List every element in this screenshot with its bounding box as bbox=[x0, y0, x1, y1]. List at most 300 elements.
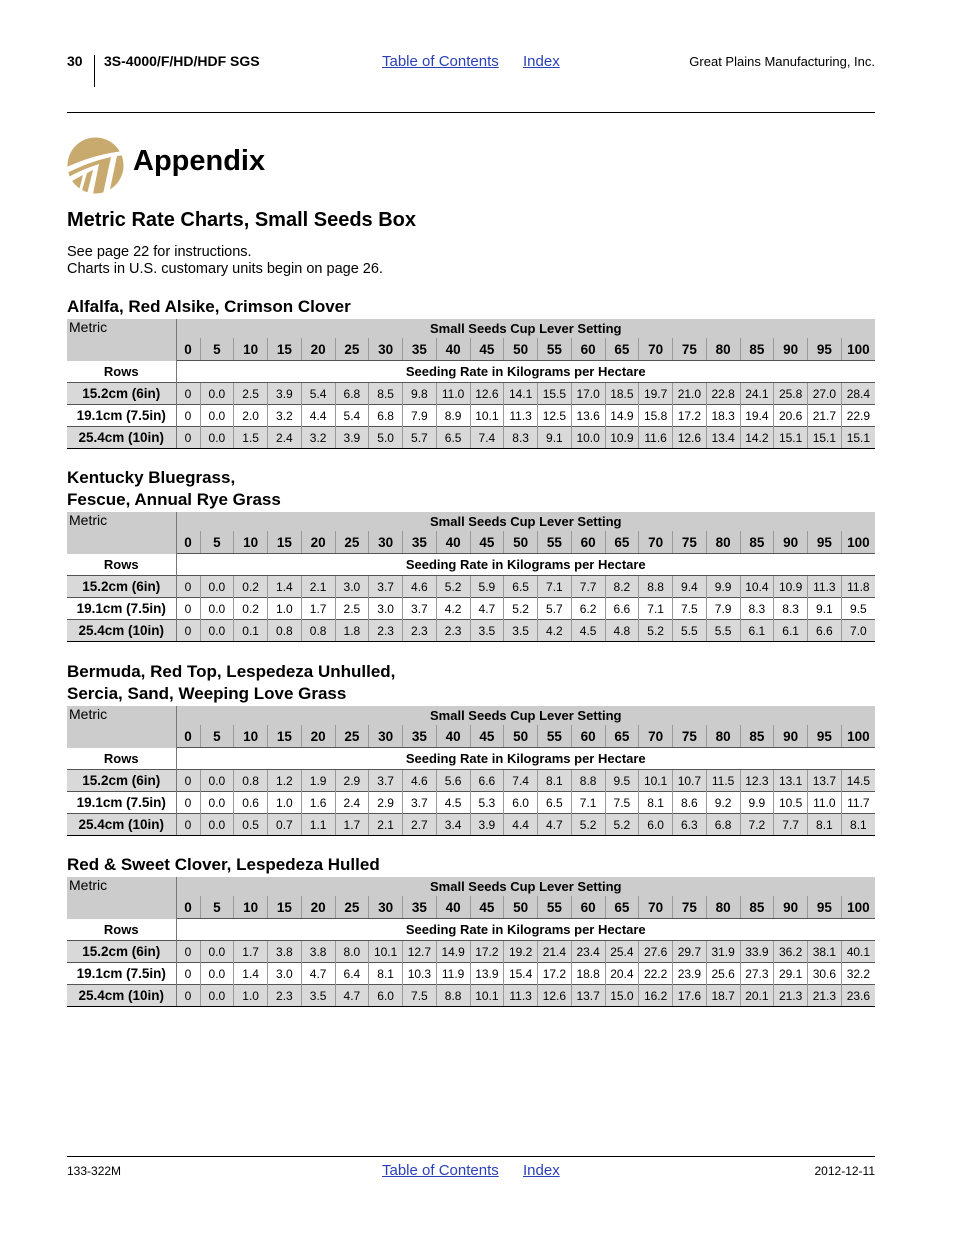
seeding-rate-table bbox=[67, 319, 875, 449]
lever-setting-cell: 10 bbox=[234, 896, 268, 919]
rate-value-cell: 7.5 bbox=[673, 598, 707, 620]
footer-rule bbox=[67, 1156, 875, 1157]
rate-value-cell: 4.5 bbox=[436, 792, 470, 814]
rate-value-cell: 3.2 bbox=[301, 427, 335, 449]
seeding-rate-table bbox=[67, 512, 875, 642]
rate-value-cell: 13.9 bbox=[470, 963, 504, 985]
section-title: Metric Rate Charts, Small Seeds Box bbox=[67, 209, 417, 231]
lever-setting-cell: 90 bbox=[774, 531, 808, 554]
rate-value-cell: 4.7 bbox=[335, 985, 369, 1007]
rate-value-cell: 14.2 bbox=[740, 427, 774, 449]
rate-value-cell: 15.8 bbox=[639, 405, 673, 427]
rate-value-cell: 18.5 bbox=[605, 383, 639, 405]
rate-value-cell: 0.2 bbox=[234, 576, 268, 598]
rate-value-cell: 17.6 bbox=[673, 985, 707, 1007]
cup-setting-header: Small Seeds Cup Lever Setting bbox=[176, 512, 875, 531]
lever-setting-cell: 75 bbox=[673, 725, 707, 748]
rate-value-cell: 4.4 bbox=[504, 814, 538, 836]
lever-setting-cell: 65 bbox=[605, 531, 639, 554]
rate-value-cell: 10.1 bbox=[369, 941, 403, 963]
lever-setting-cell: 85 bbox=[740, 531, 774, 554]
table-row bbox=[67, 814, 875, 836]
rate-value-cell: 0 bbox=[176, 383, 200, 405]
rate-value-cell: 0 bbox=[176, 985, 200, 1007]
rate-value-cell: 11.3 bbox=[504, 985, 538, 1007]
rate-value-cell: 29.1 bbox=[774, 963, 808, 985]
lever-setting-cell: 85 bbox=[740, 725, 774, 748]
rate-value-cell: 4.6 bbox=[403, 770, 437, 792]
rate-value-cell: 0.0 bbox=[200, 963, 234, 985]
lever-setting-cell: 60 bbox=[571, 338, 605, 361]
lever-setting-cell: 30 bbox=[369, 338, 403, 361]
lever-setting-cell: 10 bbox=[234, 725, 268, 748]
row-spacing-label: 25.4cm (10in) bbox=[67, 985, 176, 1007]
rate-value-cell: 18.8 bbox=[571, 963, 605, 985]
rate-value-cell: 0.0 bbox=[200, 792, 234, 814]
rate-value-cell: 9.8 bbox=[403, 383, 437, 405]
row-spacing-label: 19.1cm (7.5in) bbox=[67, 792, 176, 814]
lever-setting-cell: 25 bbox=[335, 338, 369, 361]
lever-setting-cell: 80 bbox=[706, 531, 740, 554]
row-spacing-label: 25.4cm (10in) bbox=[67, 620, 176, 642]
table-row bbox=[67, 770, 875, 792]
rows-label: Rows bbox=[67, 919, 176, 941]
rate-value-cell: 1.0 bbox=[268, 598, 302, 620]
header-toc-link[interactable]: Table of Contents bbox=[382, 53, 499, 70]
rate-value-cell: 2.5 bbox=[234, 383, 268, 405]
rate-value-cell: 28.4 bbox=[841, 383, 875, 405]
rate-value-cell: 7.2 bbox=[740, 814, 774, 836]
rate-value-cell: 25.6 bbox=[706, 963, 740, 985]
rate-value-cell: 4.5 bbox=[571, 620, 605, 642]
rate-value-cell: 38.1 bbox=[808, 941, 842, 963]
rate-value-cell: 31.9 bbox=[706, 941, 740, 963]
rate-value-cell: 27.6 bbox=[639, 941, 673, 963]
rate-value-cell: 1.6 bbox=[301, 792, 335, 814]
table-row bbox=[67, 383, 875, 405]
cup-setting-header: Small Seeds Cup Lever Setting bbox=[176, 319, 875, 338]
intro-text bbox=[67, 244, 383, 278]
rate-value-cell: 8.1 bbox=[841, 814, 875, 836]
rate-value-cell: 5.2 bbox=[571, 814, 605, 836]
rate-value-cell: 9.1 bbox=[808, 598, 842, 620]
lever-setting-cell: 100 bbox=[841, 896, 875, 919]
lever-setting-cell: 65 bbox=[605, 896, 639, 919]
table-row bbox=[67, 427, 875, 449]
table-row bbox=[67, 963, 875, 985]
rate-value-cell: 8.8 bbox=[571, 770, 605, 792]
lever-setting-cell: 70 bbox=[639, 531, 673, 554]
lever-setting-cell: 70 bbox=[639, 338, 673, 361]
rate-value-cell: 10.0 bbox=[571, 427, 605, 449]
lever-setting-cell: 65 bbox=[605, 725, 639, 748]
rate-value-cell: 15.0 bbox=[605, 985, 639, 1007]
rate-value-cell: 13.7 bbox=[808, 770, 842, 792]
rate-value-cell: 10.9 bbox=[774, 576, 808, 598]
rate-value-cell: 18.3 bbox=[706, 405, 740, 427]
rate-value-cell: 2.4 bbox=[268, 427, 302, 449]
rate-value-cell: 8.1 bbox=[808, 814, 842, 836]
rate-value-cell: 1.0 bbox=[268, 792, 302, 814]
lever-setting-cell: 80 bbox=[706, 338, 740, 361]
table-title: Red & Sweet Clover, Lespedeza Hulled bbox=[67, 855, 380, 874]
rate-value-cell: 0 bbox=[176, 941, 200, 963]
appendix-title: Appendix bbox=[133, 145, 266, 177]
table-row bbox=[67, 405, 875, 427]
part-number: 133-322M bbox=[67, 1164, 122, 1178]
rate-value-cell: 7.9 bbox=[706, 598, 740, 620]
rate-value-cell: 4.4 bbox=[301, 405, 335, 427]
table-row bbox=[67, 985, 875, 1007]
row-spacing-label: 15.2cm (6in) bbox=[67, 770, 176, 792]
rate-value-cell: 0 bbox=[176, 620, 200, 642]
lever-setting-cell: 70 bbox=[639, 896, 673, 919]
metric-label: Metric bbox=[67, 319, 176, 361]
lever-setting-cell: 5 bbox=[200, 531, 234, 554]
rate-value-cell: 23.6 bbox=[841, 985, 875, 1007]
lever-setting-cell: 20 bbox=[301, 531, 335, 554]
lever-setting-cell: 40 bbox=[436, 338, 470, 361]
rate-value-cell: 2.5 bbox=[335, 598, 369, 620]
row-spacing-label: 25.4cm (10in) bbox=[67, 427, 176, 449]
rate-value-cell: 5.9 bbox=[470, 576, 504, 598]
rate-value-cell: 10.7 bbox=[673, 770, 707, 792]
lever-setting-cell: 55 bbox=[538, 896, 572, 919]
rate-value-cell: 13.6 bbox=[571, 405, 605, 427]
rate-value-cell: 7.4 bbox=[504, 770, 538, 792]
rate-value-cell: 8.8 bbox=[639, 576, 673, 598]
rate-value-cell: 2.3 bbox=[369, 620, 403, 642]
lever-setting-cell: 100 bbox=[841, 338, 875, 361]
rate-value-cell: 3.8 bbox=[301, 941, 335, 963]
rate-value-cell: 3.5 bbox=[504, 620, 538, 642]
rate-value-cell: 0.2 bbox=[234, 598, 268, 620]
rate-value-cell: 14.9 bbox=[605, 405, 639, 427]
page-number: 30 bbox=[67, 53, 83, 69]
rate-value-cell: 0.0 bbox=[200, 405, 234, 427]
row-spacing-label: 15.2cm (6in) bbox=[67, 941, 176, 963]
rate-value-cell: 25.4 bbox=[605, 941, 639, 963]
rate-value-cell: 9.4 bbox=[673, 576, 707, 598]
lever-setting-cell: 45 bbox=[470, 896, 504, 919]
cup-setting-header: Small Seeds Cup Lever Setting bbox=[176, 877, 875, 896]
lever-setting-cell: 35 bbox=[403, 338, 437, 361]
rate-value-cell: 15.4 bbox=[504, 963, 538, 985]
rate-value-cell: 7.7 bbox=[571, 576, 605, 598]
lever-setting-cell: 10 bbox=[234, 338, 268, 361]
lever-setting-cell: 85 bbox=[740, 338, 774, 361]
rate-value-cell: 3.7 bbox=[369, 770, 403, 792]
rate-value-cell: 3.9 bbox=[470, 814, 504, 836]
rate-value-cell: 7.1 bbox=[538, 576, 572, 598]
rate-value-cell: 8.2 bbox=[605, 576, 639, 598]
lever-setting-cell: 0 bbox=[176, 725, 200, 748]
lever-setting-cell: 80 bbox=[706, 725, 740, 748]
table-row bbox=[67, 941, 875, 963]
rate-value-cell: 5.7 bbox=[538, 598, 572, 620]
rate-value-cell: 4.2 bbox=[436, 598, 470, 620]
rate-value-cell: 11.0 bbox=[436, 383, 470, 405]
rate-value-cell: 15.1 bbox=[808, 427, 842, 449]
lever-setting-cell: 80 bbox=[706, 896, 740, 919]
lever-setting-cell: 35 bbox=[403, 896, 437, 919]
seeding-rate-header: Seeding Rate in Kilograms per Hectare bbox=[405, 751, 646, 766]
lever-setting-cell: 0 bbox=[176, 531, 200, 554]
rate-value-cell: 19.7 bbox=[639, 383, 673, 405]
rate-value-cell: 0.0 bbox=[200, 620, 234, 642]
lever-setting-cell: 30 bbox=[369, 531, 403, 554]
lever-setting-cell: 15 bbox=[268, 531, 302, 554]
rate-value-cell: 5.2 bbox=[639, 620, 673, 642]
rate-value-cell: 1.7 bbox=[234, 941, 268, 963]
table-title: Bermuda, Red Top, Lespedeza Unhulled, bbox=[67, 662, 396, 681]
rate-value-cell: 4.8 bbox=[605, 620, 639, 642]
rate-value-cell: 17.2 bbox=[470, 941, 504, 963]
lever-setting-cell: 95 bbox=[808, 338, 842, 361]
rate-value-cell: 6.8 bbox=[706, 814, 740, 836]
rate-value-cell: 7.7 bbox=[774, 814, 808, 836]
header-index-link[interactable]: Index bbox=[523, 53, 560, 70]
rate-value-cell: 5.2 bbox=[504, 598, 538, 620]
rate-value-cell: 9.2 bbox=[706, 792, 740, 814]
rate-value-cell: 27.3 bbox=[740, 963, 774, 985]
lever-setting-cell: 40 bbox=[436, 531, 470, 554]
footer-index-link[interactable]: Index bbox=[523, 1162, 560, 1179]
rate-value-cell: 7.5 bbox=[403, 985, 437, 1007]
cup-setting-header: Small Seeds Cup Lever Setting bbox=[176, 706, 875, 725]
rate-value-cell: 6.1 bbox=[740, 620, 774, 642]
rows-label: Rows bbox=[67, 361, 176, 383]
rate-value-cell: 6.4 bbox=[335, 963, 369, 985]
rate-value-cell: 4.7 bbox=[538, 814, 572, 836]
header-rule bbox=[67, 112, 875, 113]
rate-value-cell: 0 bbox=[176, 770, 200, 792]
rate-value-cell: 2.4 bbox=[335, 792, 369, 814]
rate-value-cell: 1.2 bbox=[268, 770, 302, 792]
lever-setting-cell: 0 bbox=[176, 896, 200, 919]
rate-value-cell: 15.5 bbox=[538, 383, 572, 405]
lever-setting-cell: 15 bbox=[268, 896, 302, 919]
rate-value-cell: 6.5 bbox=[504, 576, 538, 598]
rate-value-cell: 8.1 bbox=[639, 792, 673, 814]
rate-value-cell: 9.5 bbox=[841, 598, 875, 620]
rate-value-cell: 0.7 bbox=[268, 814, 302, 836]
table-row bbox=[67, 792, 875, 814]
lever-setting-cell: 95 bbox=[808, 531, 842, 554]
rows-label: Rows bbox=[67, 748, 176, 770]
rate-value-cell: 14.5 bbox=[841, 770, 875, 792]
rate-value-cell: 3.8 bbox=[268, 941, 302, 963]
table-title: Alfalfa, Red Alsike, Crimson Clover bbox=[67, 297, 351, 316]
rate-value-cell: 23.9 bbox=[673, 963, 707, 985]
rate-value-cell: 5.6 bbox=[436, 770, 470, 792]
rate-value-cell: 36.2 bbox=[774, 941, 808, 963]
rate-value-cell: 40.1 bbox=[841, 941, 875, 963]
table-row bbox=[67, 598, 875, 620]
lever-setting-cell: 75 bbox=[673, 531, 707, 554]
rate-value-cell: 0.8 bbox=[268, 620, 302, 642]
lever-setting-cell: 55 bbox=[538, 338, 572, 361]
rate-value-cell: 21.3 bbox=[774, 985, 808, 1007]
rate-value-cell: 6.3 bbox=[673, 814, 707, 836]
rate-value-cell: 0 bbox=[176, 576, 200, 598]
rate-value-cell: 10.1 bbox=[470, 405, 504, 427]
rate-value-cell: 8.8 bbox=[436, 985, 470, 1007]
lever-setting-cell: 60 bbox=[571, 725, 605, 748]
rate-value-cell: 0.8 bbox=[234, 770, 268, 792]
rate-value-cell: 11.9 bbox=[436, 963, 470, 985]
metric-label: Metric bbox=[67, 706, 176, 748]
rate-value-cell: 17.0 bbox=[571, 383, 605, 405]
lever-setting-cell: 5 bbox=[200, 338, 234, 361]
rate-value-cell: 0.0 bbox=[200, 941, 234, 963]
lever-setting-cell: 20 bbox=[301, 725, 335, 748]
row-spacing-label: 19.1cm (7.5in) bbox=[67, 963, 176, 985]
rate-value-cell: 10.3 bbox=[403, 963, 437, 985]
rows-label: Rows bbox=[67, 554, 176, 576]
rate-value-cell: 6.8 bbox=[369, 405, 403, 427]
rate-value-cell: 5.2 bbox=[436, 576, 470, 598]
lever-setting-cell: 35 bbox=[403, 725, 437, 748]
intro-line-2: Charts in U.S. customary units begin on page 26. bbox=[67, 261, 383, 277]
lever-setting-cell: 10 bbox=[234, 531, 268, 554]
metric-label: Metric bbox=[67, 512, 176, 554]
rate-value-cell: 0 bbox=[176, 598, 200, 620]
seeding-rate-table bbox=[67, 877, 875, 1007]
rate-value-cell: 13.4 bbox=[706, 427, 740, 449]
rate-value-cell: 7.0 bbox=[841, 620, 875, 642]
rate-value-cell: 3.7 bbox=[369, 576, 403, 598]
rate-value-cell: 0.5 bbox=[234, 814, 268, 836]
rate-value-cell: 2.1 bbox=[369, 814, 403, 836]
lever-setting-cell: 50 bbox=[504, 531, 538, 554]
rate-value-cell: 10.4 bbox=[740, 576, 774, 598]
rate-value-cell: 15.1 bbox=[774, 427, 808, 449]
row-spacing-label: 19.1cm (7.5in) bbox=[67, 405, 176, 427]
rate-value-cell: 9.5 bbox=[605, 770, 639, 792]
lever-setting-cell: 45 bbox=[470, 725, 504, 748]
rate-value-cell: 25.8 bbox=[774, 383, 808, 405]
lever-setting-cell: 95 bbox=[808, 725, 842, 748]
rate-value-cell: 22.9 bbox=[841, 405, 875, 427]
rate-value-cell: 21.0 bbox=[673, 383, 707, 405]
rate-value-cell: 7.1 bbox=[639, 598, 673, 620]
rate-value-cell: 4.2 bbox=[538, 620, 572, 642]
rate-value-cell: 1.4 bbox=[234, 963, 268, 985]
lever-setting-cell: 30 bbox=[369, 725, 403, 748]
lever-setting-cell: 60 bbox=[571, 896, 605, 919]
lever-setting-cell: 35 bbox=[403, 531, 437, 554]
rate-value-cell: 1.0 bbox=[234, 985, 268, 1007]
rate-value-cell: 6.8 bbox=[335, 383, 369, 405]
rate-value-cell: 17.2 bbox=[538, 963, 572, 985]
rate-value-cell: 22.2 bbox=[639, 963, 673, 985]
rate-value-cell: 9.9 bbox=[706, 576, 740, 598]
rate-value-cell: 21.7 bbox=[808, 405, 842, 427]
lever-setting-cell: 90 bbox=[774, 338, 808, 361]
rate-value-cell: 22.8 bbox=[706, 383, 740, 405]
rate-value-cell: 0 bbox=[176, 405, 200, 427]
rate-value-cell: 10.1 bbox=[470, 985, 504, 1007]
rate-value-cell: 27.0 bbox=[808, 383, 842, 405]
rate-value-cell: 11.7 bbox=[841, 792, 875, 814]
intro-line-1: See page 22 for instructions. bbox=[67, 244, 252, 260]
rate-value-cell: 7.9 bbox=[403, 405, 437, 427]
lever-setting-cell: 75 bbox=[673, 896, 707, 919]
rate-value-cell: 4.7 bbox=[301, 963, 335, 985]
rate-value-cell: 12.3 bbox=[740, 770, 774, 792]
rate-value-cell: 3.4 bbox=[436, 814, 470, 836]
lever-setting-cell: 55 bbox=[538, 725, 572, 748]
lever-setting-cell: 70 bbox=[639, 725, 673, 748]
lever-setting-cell: 85 bbox=[740, 896, 774, 919]
rate-value-cell: 11.5 bbox=[706, 770, 740, 792]
rate-value-cell: 9.1 bbox=[538, 427, 572, 449]
rate-value-cell: 6.1 bbox=[774, 620, 808, 642]
rate-value-cell: 29.7 bbox=[673, 941, 707, 963]
table-row bbox=[67, 620, 875, 642]
rate-value-cell: 8.3 bbox=[504, 427, 538, 449]
rate-value-cell: 5.5 bbox=[706, 620, 740, 642]
row-spacing-label: 15.2cm (6in) bbox=[67, 383, 176, 405]
rate-value-cell: 2.3 bbox=[436, 620, 470, 642]
rate-value-cell: 12.5 bbox=[538, 405, 572, 427]
lever-setting-cell: 55 bbox=[538, 531, 572, 554]
rate-value-cell: 10.5 bbox=[774, 792, 808, 814]
rate-value-cell: 0 bbox=[176, 427, 200, 449]
lever-setting-cell: 40 bbox=[436, 896, 470, 919]
table-title: Fescue, Annual Rye Grass bbox=[67, 490, 281, 509]
rate-value-cell: 1.8 bbox=[335, 620, 369, 642]
rate-value-cell: 0.0 bbox=[200, 598, 234, 620]
rate-value-cell: 14.9 bbox=[436, 941, 470, 963]
lever-setting-cell: 25 bbox=[335, 896, 369, 919]
footer-toc-link[interactable]: Table of Contents bbox=[382, 1162, 499, 1179]
rate-value-cell: 11.0 bbox=[808, 792, 842, 814]
rate-value-cell: 0.6 bbox=[234, 792, 268, 814]
rate-value-cell: 12.6 bbox=[470, 383, 504, 405]
rate-value-cell: 2.0 bbox=[234, 405, 268, 427]
rate-value-cell: 13.7 bbox=[571, 985, 605, 1007]
rate-value-cell: 7.5 bbox=[605, 792, 639, 814]
great-plains-logo-icon bbox=[67, 137, 124, 194]
lever-setting-cell: 45 bbox=[470, 338, 504, 361]
rate-value-cell: 17.2 bbox=[673, 405, 707, 427]
lever-setting-cell: 20 bbox=[301, 896, 335, 919]
rate-value-cell: 13.1 bbox=[774, 770, 808, 792]
rate-value-cell: 33.9 bbox=[740, 941, 774, 963]
lever-setting-cell: 90 bbox=[774, 896, 808, 919]
rate-value-cell: 1.1 bbox=[301, 814, 335, 836]
rate-value-cell: 3.5 bbox=[470, 620, 504, 642]
rate-value-cell: 15.1 bbox=[841, 427, 875, 449]
rate-value-cell: 4.7 bbox=[470, 598, 504, 620]
rate-value-cell: 4.6 bbox=[403, 576, 437, 598]
rate-value-cell: 5.4 bbox=[301, 383, 335, 405]
rate-value-cell: 0.0 bbox=[200, 383, 234, 405]
rate-value-cell: 32.2 bbox=[841, 963, 875, 985]
header-divider bbox=[94, 55, 95, 87]
row-spacing-label: 25.4cm (10in) bbox=[67, 814, 176, 836]
rate-value-cell: 3.7 bbox=[403, 598, 437, 620]
rate-value-cell: 6.0 bbox=[504, 792, 538, 814]
rate-value-cell: 12.7 bbox=[403, 941, 437, 963]
rate-value-cell: 8.0 bbox=[335, 941, 369, 963]
rate-value-cell: 19.2 bbox=[504, 941, 538, 963]
seeding-rate-header: Seeding Rate in Kilograms per Hectare bbox=[405, 557, 646, 572]
lever-setting-cell: 25 bbox=[335, 725, 369, 748]
rate-value-cell: 6.2 bbox=[571, 598, 605, 620]
